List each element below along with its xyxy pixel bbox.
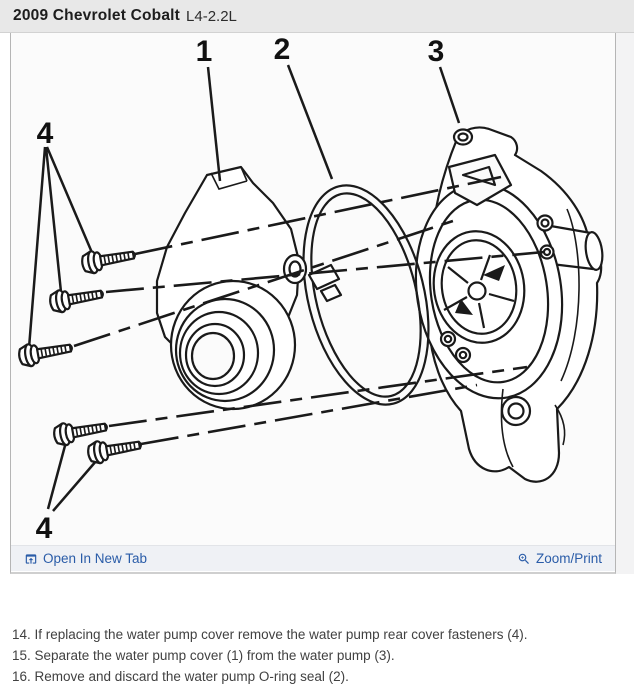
- callout-3: 3: [427, 35, 445, 68]
- viewer-footer-bar: [11, 545, 615, 571]
- callout-lines-4-top: [29, 147, 93, 348]
- o-ring-seal: [283, 172, 450, 417]
- zoom-print-label: Zoom/Print: [535, 550, 602, 566]
- callout-4-top: 4: [36, 117, 54, 150]
- vehicle-title: 2009 Chevrolet Cobalt: [13, 7, 181, 24]
- instruction-step-16: 16. Remove and discard the water pump O-ring seal (2).: [12, 669, 349, 684]
- open-in-new-tab-icon: [24, 552, 38, 566]
- callout-1: 1: [195, 35, 213, 68]
- callout-2: 2: [273, 33, 291, 66]
- fastener-bolts: [18, 244, 144, 465]
- viewer-row: [0, 33, 634, 574]
- engine-title: L4-2.2L: [186, 7, 237, 25]
- right-gutter: [616, 33, 634, 574]
- instruction-step-14: 14. If replacing the water pump cover remove the water pump rear cover fasteners (4).: [12, 627, 528, 642]
- callout-line-2: [288, 65, 332, 179]
- diagram-panel: [10, 33, 616, 574]
- open-in-new-tab-label: Open In New Tab: [43, 550, 148, 566]
- exploded-parts-diagram: [11, 33, 615, 545]
- left-gutter: [0, 33, 10, 574]
- callout-line-1: [208, 67, 220, 181]
- open-in-new-tab-link[interactable]: [24, 552, 147, 566]
- callout-line-3: [440, 67, 459, 123]
- header-bar: [0, 0, 634, 33]
- callout-4-bottom: 4: [35, 512, 53, 545]
- zoom-in-icon: [517, 552, 531, 566]
- zoom-print-link[interactable]: [517, 552, 602, 566]
- instruction-step-15: 15. Separate the water pump cover (1) from the water pump (3).: [12, 648, 395, 663]
- instruction-list: [0, 624, 634, 687]
- water-pump-body: [401, 127, 605, 481]
